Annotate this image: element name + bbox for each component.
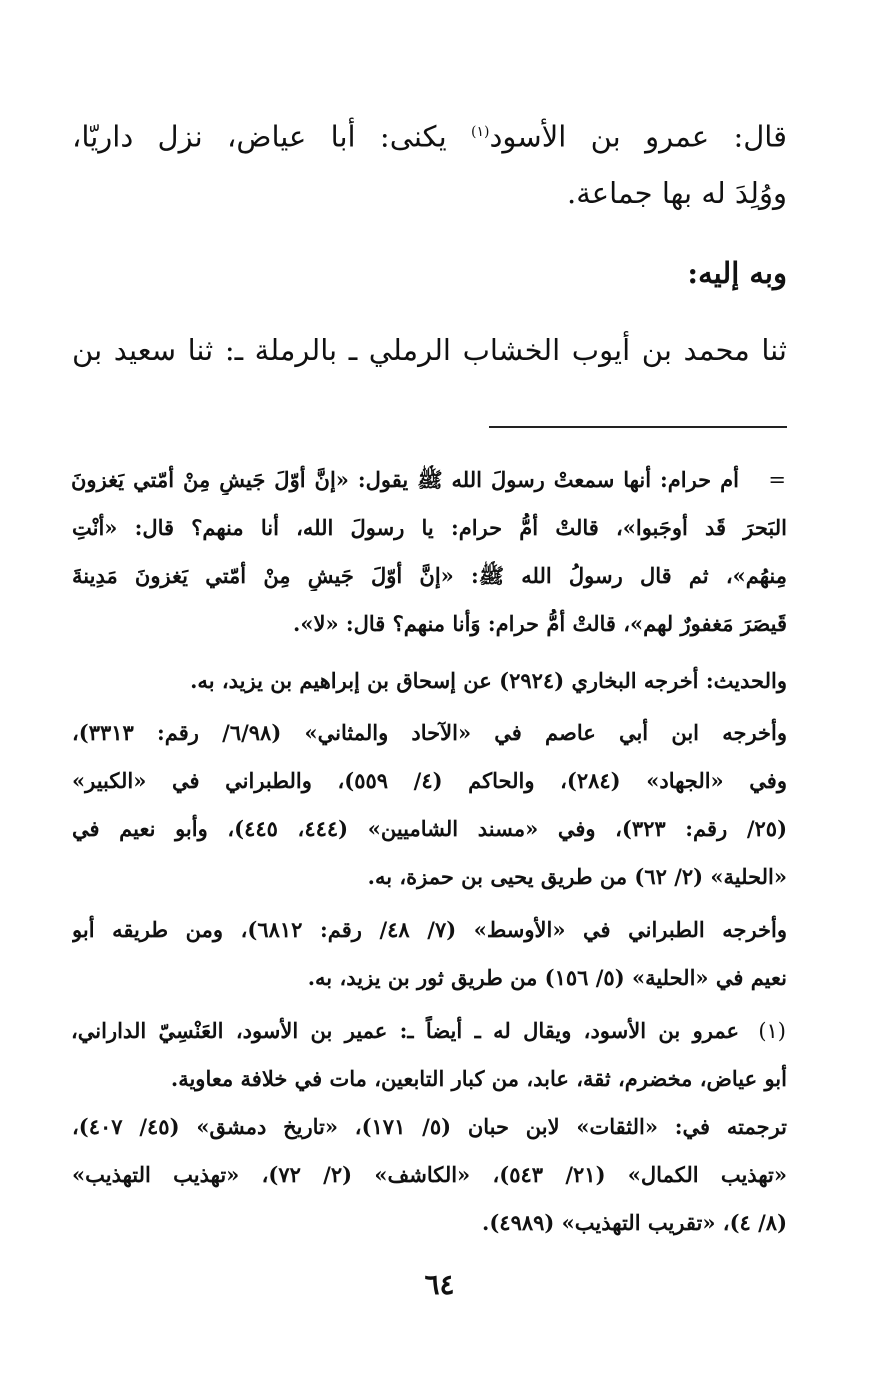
- body-line-3: ثنا محمد بن أيوب الخشاب الرملي ـ بالرملة ـ: ثنا سعيد بن: [72, 333, 787, 367]
- footnote-cont-line: أم حرام: أنها سمعتْ رسولَ الله ﷺ يقول: «إنَّ أوّلَ جَيشٍ مِنْ أمّتي يَغزونَ: [71, 467, 739, 492]
- footnote-cont-line: مِنهُم»، ثم قال رسولُ الله ﷺ: «إنَّ أوّلَ جَيشٍ مِنْ أمّتي يَغزونَ مَدِينةَ: [72, 563, 787, 588]
- footnote-1-line: «تهذيب الكمال» (٢١/ ٥٤٣)، «الكاشف» (٢/ ٧٢)، «تهذيب التهذيب»: [72, 1162, 787, 1187]
- footnote-source-line: وأخرجه الطبراني في «الأوسط» (٧/ ٤٨/ رقم: ٦٨١٢)، ومن طريقه أبو: [72, 917, 787, 942]
- body-line-1-start: قال: عمرو بن الأسود: [489, 119, 787, 154]
- body-line-2: ووُلِدَ له بها جماعة.: [567, 176, 787, 210]
- footnote-hadith-line: والحديث: أخرجه البخاري (٢٩٢٤) عن إسحاق بن إبراهيم بن يزيد، به.: [190, 668, 787, 693]
- section-heading: وبه إليه:: [687, 256, 787, 290]
- footnote-1-line: عمرو بن الأسود، ويقال له ـ أيضاً ـ: عمير بن الأسود، العَنْسِيّ الداراني،: [71, 1018, 739, 1043]
- footnote-1-line: (٨/ ٤)، «تقريب التهذيب» (٤٩٨٩).: [482, 1210, 787, 1235]
- footnote-source-line: وأخرجه ابن أبي عاصم في «الآحاد والمثاني» (٦/٩٨/ رقم: ٣٣١٣)،: [72, 720, 787, 745]
- footnote-1-line: أبو عياض، مخضرم، ثقة، عابد، من كبار التابعين، مات في خلافة معاوية.: [170, 1066, 787, 1091]
- continuation-marker: =: [768, 468, 786, 492]
- body-line-1-end: يكنى: أبا عياض، نزل داريّا،: [72, 119, 472, 154]
- footnote-ref-1: (١): [471, 124, 490, 140]
- footnote-number-1: (١): [758, 1019, 786, 1043]
- body-line-1: [72, 112, 787, 157]
- footnote-source-line: «الحلية» (٢/ ٦٢) من طريق يحيى بن حمزة، به.: [367, 864, 787, 889]
- footnote-source-line: وفي «الجهاد» (٢٨٤)، والحاكم (٤/ ٥٥٩)، والطبراني في «الكبير»: [72, 768, 787, 793]
- footnote-cont-line: قَيصَرَ مَغفورٌ لهم»، قالتْ أمُّ حرام: وَأنا منهم؟ قال: «لا».: [293, 611, 787, 636]
- page-number: ٦٤: [424, 1268, 455, 1301]
- footnote-source-line: (٢٥/ رقم: ٣٢٣)، وفي «مسند الشاميين» (٤٤٤، ٤٤٥)، وأبو نعيم في: [72, 816, 787, 841]
- footnote-source-line: نعيم في «الحلية» (٥/ ١٥٦) من طريق ثور بن يزيد، به.: [307, 965, 787, 990]
- footnote-cont-line: البَحرَ قَد أوجَبوا»، قالتْ أمُّ حرام: يا رسولَ الله، أنا منهم؟ قال: «أنْتِ: [72, 515, 787, 540]
- footnote-1-line: ترجمته في: «الثقات» لابن حبان (٥/ ١٧١)، «تاريخ دمشق» (٤٥/ ٤٠٧)،: [72, 1114, 787, 1139]
- footnote-separator: [489, 426, 787, 428]
